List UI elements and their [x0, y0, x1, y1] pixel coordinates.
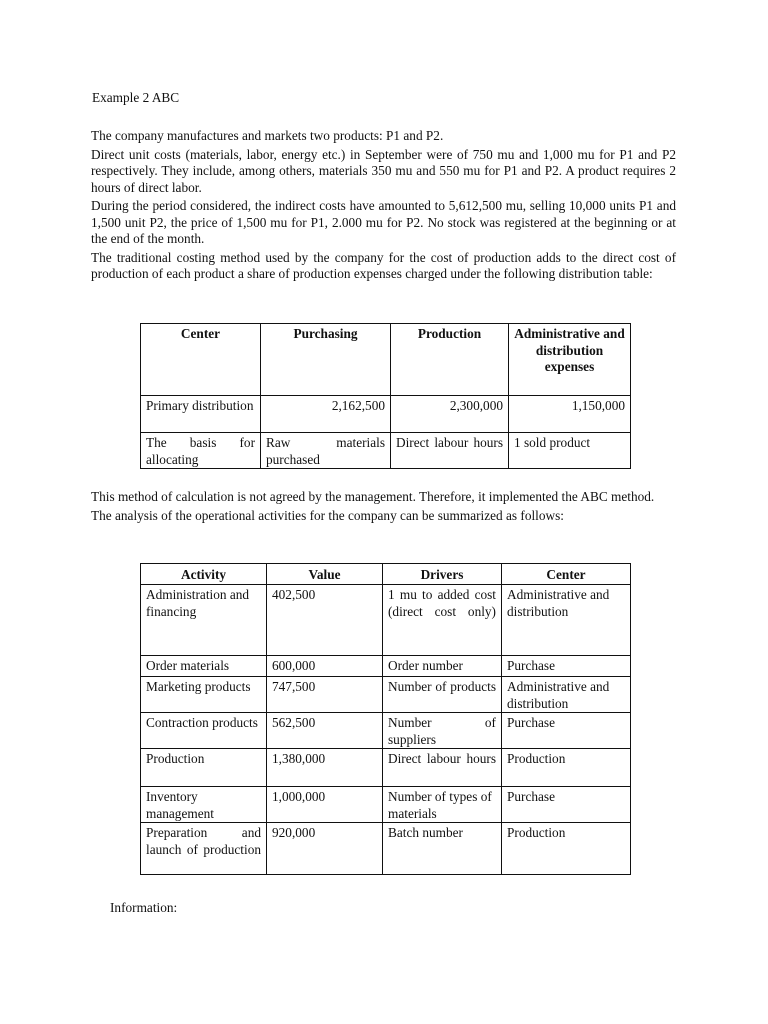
table-cell: Purchase [502, 787, 631, 823]
table-cell: Production [141, 749, 267, 787]
table-header-row [141, 324, 631, 396]
intro-paragraph: Direct unit costs (materials, labor, energy etc.) in September were of 750 mu and 1,000 mu for P1 and P2 respectively. They include, among others, materials 350 mu and 550 mu for P1 and P2. A product requires 2 hours of direct labor. [91, 146, 676, 195]
table-cell: 920,000 [267, 823, 383, 875]
table-cell: Production [502, 749, 631, 787]
intro-paragraph: The company manufactures and markets two products: P1 and P2. [91, 128, 444, 143]
header-cell: Value [267, 564, 383, 585]
header-cell: Activity [141, 564, 267, 585]
intro-section [91, 128, 676, 285]
table-cell: Administration and financing [141, 585, 267, 656]
table-cell: Raw materials purchased [261, 433, 391, 469]
table-row [141, 787, 631, 823]
table-cell: 1 mu to added cost (direct cost only) [383, 585, 502, 656]
table-cell: Number of products [383, 677, 502, 713]
header-cell: Purchasing [261, 324, 391, 396]
activity-table [140, 563, 631, 875]
header-cell: Center [502, 564, 631, 585]
header-cell: Center [141, 324, 261, 396]
table-cell: Order materials [141, 656, 267, 677]
table-cell: Direct labour hours [391, 433, 509, 469]
table-row [141, 396, 631, 433]
table-cell: 562,500 [267, 713, 383, 749]
table-cell: Administrative and distribution [502, 585, 631, 656]
table-cell: Primary distribution [141, 396, 261, 433]
table-cell: 1 sold product [509, 433, 631, 469]
table-row [141, 433, 631, 469]
header-cell: Production [391, 324, 509, 396]
table-cell: 1,150,000 [509, 396, 631, 433]
table-cell: Purchase [502, 713, 631, 749]
body-paragraph: The analysis of the operational activities for the company can be summarized as follows: [91, 507, 564, 523]
table-row [141, 713, 631, 749]
table-row [141, 823, 631, 875]
table-cell: 2,162,500 [261, 396, 391, 433]
table-cell: Direct labour hours [383, 749, 502, 787]
table-cell: Marketing products [141, 677, 267, 713]
table-cell: 402,500 [267, 585, 383, 656]
header-cell: Administrative and distribution expenses [509, 324, 631, 396]
table-cell: Batch number [383, 823, 502, 875]
document-title: Example 2 ABC [92, 90, 180, 105]
table-cell: 1,380,000 [267, 749, 383, 787]
table-cell: Preparation and launch of production [141, 823, 267, 875]
information-label: Information: [110, 900, 178, 915]
table-row [141, 656, 631, 677]
table-cell: 747,500 [267, 677, 383, 713]
table-row [141, 585, 631, 656]
table-cell: 600,000 [267, 656, 383, 677]
table-cell: Contraction products [141, 713, 267, 749]
table-row [141, 677, 631, 713]
table-cell: Number of suppliers [383, 713, 502, 749]
body-paragraph: This method of calculation is not agreed by the management. Therefore, it implemented the ABC method. [91, 489, 655, 504]
header-cell: Drivers [383, 564, 502, 585]
intro-paragraph: The traditional costing method used by the company for the cost of production adds to the direct cost of production of each product a share of production expenses charged under the following distribution table: [91, 249, 676, 281]
table-cell: 1,000,000 [267, 787, 383, 823]
table-row [141, 749, 631, 787]
distribution-table [140, 323, 631, 469]
table-cell: Purchase [502, 656, 631, 677]
intro-paragraph: During the period considered, the indirect costs have amounted to 5,612,500 mu, selling 10,000 units P1 and 1,500 unit P2, the price of 1,500 mu for P1, 2.000 mu for P2. No stock was registered at the beginning or at the end of the month. [91, 198, 676, 246]
table-cell: The basis for allocating [141, 433, 261, 469]
table-cell: Production [502, 823, 631, 875]
table-header-row [141, 564, 631, 585]
table-cell: Administrative and distribution [502, 677, 631, 713]
table-cell: 2,300,000 [391, 396, 509, 433]
middle-section [91, 489, 676, 526]
table-cell: Inventory management [141, 787, 267, 823]
table-cell: Number of types of materials [383, 787, 502, 823]
table-cell: Order number [383, 656, 502, 677]
